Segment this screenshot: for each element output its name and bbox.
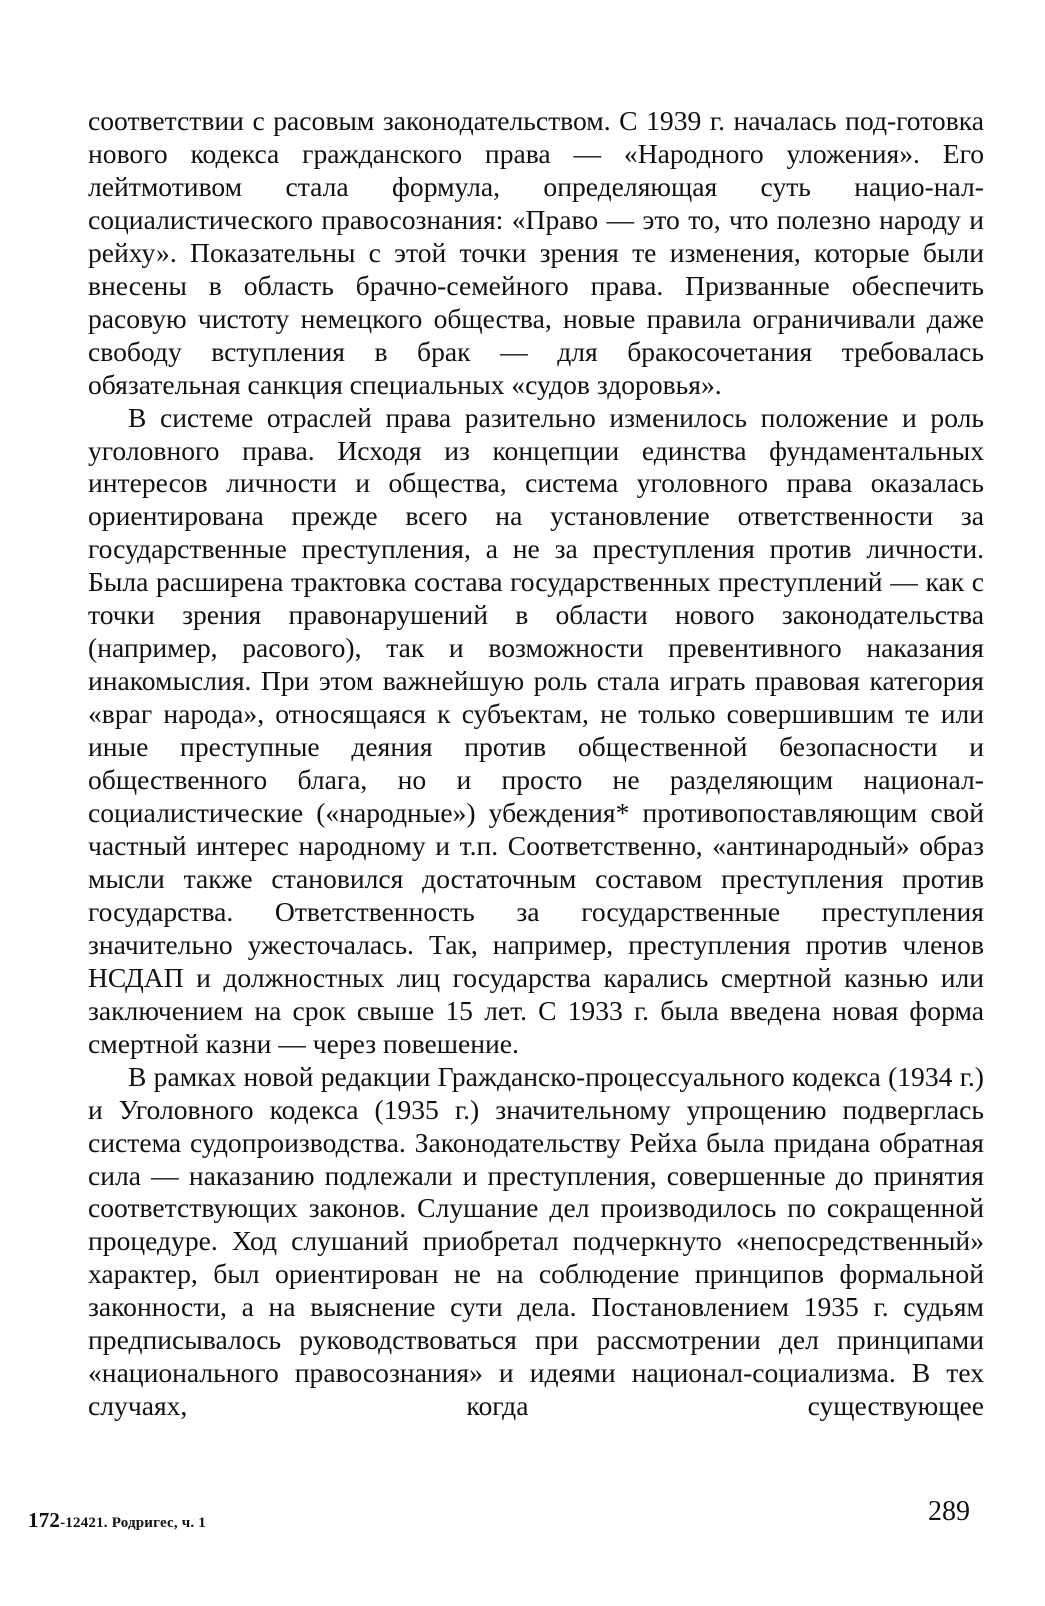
signature-text: -12421. Родригес, ч. 1 bbox=[60, 1515, 207, 1531]
printer-signature bbox=[28, 1508, 206, 1533]
paragraph-3: В рамках новой редакции Гражданско-процессуального кодекса (1934 г.) и Уголовного кодекса (1935 г.) значительному упрощению подверглась система судопроизводства. Законодательству Рейха была придана обратная сила — наказанию подлежали и преступления, совершенные до принятия соответствующих законов. Слушание дел производилось по сокращенной процедуре. Ход слушаний приобретал подчеркнуто «непосредственный» характер, был ориентирован не на соблюдение принципов формальной законности, а на выяснение сути дела. Постановлением 1935 г. судьям предписывалось руководствоваться при рассмотрении дел принципами «национального правосознания» и идеями национал-социализма. В тех случаях, когда существующее bbox=[88, 1060, 984, 1422]
paragraph-2: В системе отраслей права разительно изменилось положение и роль уголовного права. Исходя из концепции единства фундаментальных интересов личности и общества, система уголовного права оказалась ориентирована прежде всего на установление ответственности за государственные преступления, а не за преступления против личности. Была расширена трактовка состава государственных преступлений — как с точки зрения правонарушений в области нового законодательства (например, расового), так и возможности превентивного наказания инакомыслия. При этом важнейшую роль стала играть правовая категория «враг народа», относящаяся к субъектам, не только совершившим те или иные преступные деяния против общественной безопасности и общественного блага, но и просто не разделяющим национал-социалистические («народные») убеждения* противопоставляющим свой частный интерес народному и т.п. Соответственно, «антинародный» образ мысли также становился достаточным составом преступления против государства. Ответственность за государственные преступления значительно ужесточалась. Так, например, преступления против членов НСДАП и должностных лиц государства карались смертной казнью или заключением на срок свыше 15 лет. С 1933 г. была введена новая форма смертной казни — через повешение. bbox=[88, 401, 984, 1059]
paragraph-1: соответствии с расовым законодательством. С 1939 г. началась под-готовка нового кодекса гражданского права — «Народного уложения». Его лейтмотивом стала формула, определяющая суть нацио-нал-социалистического правосознания: «Право — это то, что полезно народу и рейху». Показательны с этой точки зрения те изменения, которые были внесены в область брачно-семейного права. Призванные обеспечить расовую чистоту немецкого общества, новые правила ограничивали даже свободу вступления в брак — для бракосочетания требовалась обязательная санкция специальных «судов здоровья». bbox=[88, 105, 984, 400]
page-number: 289 bbox=[928, 1496, 970, 1527]
body-text bbox=[88, 105, 984, 1423]
signature-number: 172 bbox=[28, 1508, 61, 1532]
